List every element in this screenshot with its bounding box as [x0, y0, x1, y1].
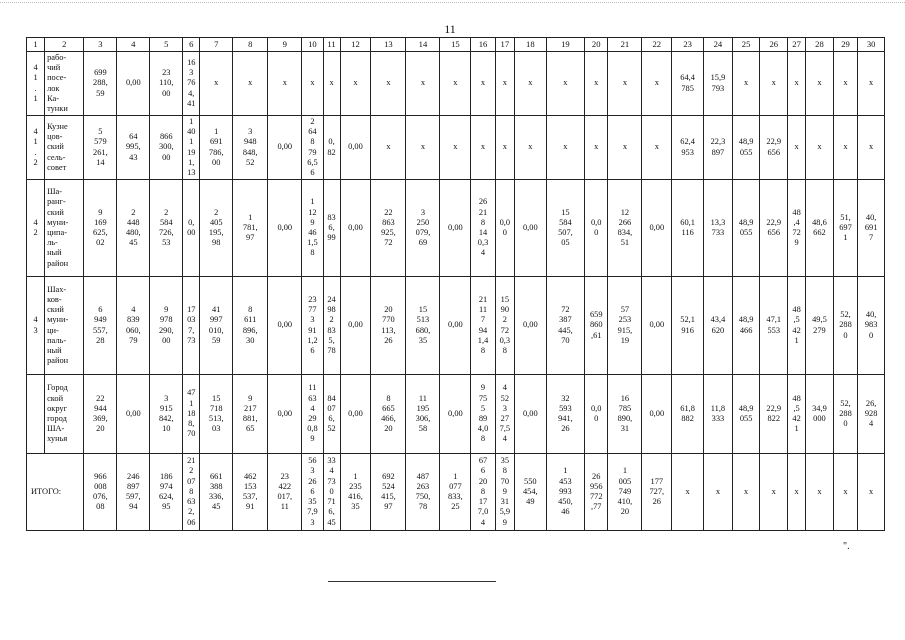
table-cell: 48,6 662 — [806, 180, 834, 277]
table-cell: 4 52 3 27 7,5 4 — [495, 375, 514, 454]
column-number: 29 — [833, 38, 857, 52]
total-cell: 186 974 624, 95 — [150, 454, 183, 531]
table-cell: 72 387 445, 70 — [546, 277, 584, 375]
table-cell: 13,3 733 — [704, 180, 733, 277]
table-cell: x — [302, 52, 323, 116]
table-cell: 1 781, 97 — [233, 180, 268, 277]
table-cell: 4 839 060, 79 — [117, 277, 150, 375]
table-cell: 2 584 726, 53 — [150, 180, 183, 277]
table-cell: 8 665 466, 20 — [371, 375, 406, 454]
table-cell: 11 63 4 29 0,8 9 — [302, 375, 323, 454]
table-cell: 16 3 76 4, 41 — [183, 52, 200, 116]
table-cell: 52, 288 0 — [833, 277, 857, 375]
territory-name: Город ской округ город ША- хунья — [45, 375, 84, 454]
table-cell: x — [732, 52, 760, 116]
column-number: 14 — [406, 38, 440, 52]
table-cell: x — [608, 116, 642, 180]
table-cell: 9 217 881, 65 — [233, 375, 268, 454]
table-cell: x — [788, 116, 806, 180]
table-cell: x — [788, 52, 806, 116]
column-number: 2 — [45, 38, 84, 52]
table-cell: 21 11 7 94 1,4 8 — [471, 277, 495, 375]
column-number: 30 — [858, 38, 885, 52]
table-cell: x — [546, 52, 584, 116]
table-cell: 40, 983 0 — [858, 277, 885, 375]
total-cell: x — [732, 454, 760, 531]
table-cell: 0,00 — [268, 375, 302, 454]
row-number: 4 2 — [27, 180, 45, 277]
total-cell: x — [760, 454, 788, 531]
table-cell: 0,0 0 — [585, 375, 608, 454]
table-cell: 48 ,5 42 1 — [788, 375, 806, 454]
table-cell: 15 718 513, 03 — [200, 375, 233, 454]
closing-quote: ". — [843, 541, 850, 552]
table-cell: 9 169 625, 02 — [84, 180, 117, 277]
total-cell: 23 422 017, 11 — [268, 454, 302, 531]
table-cell: 48,9 055 — [732, 375, 760, 454]
column-number: 9 — [268, 38, 302, 52]
table-cell: 0,00 — [514, 180, 546, 277]
table-cell: 0,00 — [440, 375, 471, 454]
column-number: 5 — [150, 38, 183, 52]
table-cell: 52,1 916 — [672, 277, 704, 375]
table-cell: 11,8 333 — [704, 375, 733, 454]
table-row — [27, 116, 885, 180]
scan-edge — [0, 2, 905, 7]
table-cell: 0,00 — [268, 180, 302, 277]
table-cell: 22,3 897 — [704, 116, 733, 180]
table-cell: 16 785 890, 31 — [608, 375, 642, 454]
table-cell: x — [406, 52, 440, 116]
table-cell: 51, 697 1 — [833, 180, 857, 277]
row-number: 4 3 — [27, 277, 45, 375]
column-number: 22 — [642, 38, 672, 52]
table-cell: x — [858, 116, 885, 180]
table-cell: 22 863 925, 72 — [371, 180, 406, 277]
table-cell: 8 611 896, 30 — [233, 277, 268, 375]
table-cell: 15 90 2 72 0,3 8 — [495, 277, 514, 375]
total-cell: 1 077 833, 25 — [440, 454, 471, 531]
total-cell: 550 454, 49 — [514, 454, 546, 531]
column-number: 17 — [495, 38, 514, 52]
table-cell: 15 584 507, 05 — [546, 180, 584, 277]
table-cell: 48,9 055 — [732, 116, 760, 180]
table-cell: 34,9 000 — [806, 375, 834, 454]
column-number: 25 — [732, 38, 760, 52]
table-cell: 0,00 — [440, 277, 471, 375]
column-number: 10 — [302, 38, 323, 52]
table-cell: 47,1 553 — [760, 277, 788, 375]
table-cell: x — [608, 52, 642, 116]
table-cell: 15 513 680, 35 — [406, 277, 440, 375]
table-cell: 15,9 793 — [704, 52, 733, 116]
row-number: 4 1 . 2 — [27, 116, 45, 180]
column-number: 28 — [806, 38, 834, 52]
table-cell: x — [440, 116, 471, 180]
table-cell: 2 448 480, 45 — [117, 180, 150, 277]
table-cell: 0, 00 — [183, 180, 200, 277]
table-cell: 1 40 1 19 1, 13 — [183, 116, 200, 180]
table-cell: x — [471, 52, 495, 116]
table-cell: 48,9 466 — [732, 277, 760, 375]
table-cell: x — [495, 52, 514, 116]
table-cell: 0,00 — [440, 180, 471, 277]
table-cell: 0,00 — [340, 375, 371, 454]
table-cell: 0,00 — [514, 277, 546, 375]
table-cell: x — [268, 52, 302, 116]
table-cell: 48,9 055 — [732, 180, 760, 277]
table-cell: 0,00 — [117, 52, 150, 116]
table-cell: 3 250 079, 69 — [406, 180, 440, 277]
header-row — [27, 38, 885, 52]
table-cell: x — [514, 52, 546, 116]
table-cell: x — [440, 52, 471, 116]
table-row — [27, 277, 885, 375]
total-cell: 67 6 20 8 17 7,0 4 — [471, 454, 495, 531]
table-cell: 40, 691 7 — [858, 180, 885, 277]
table-cell: 0, 82 — [323, 116, 340, 180]
table-row — [27, 52, 885, 116]
territory-name: Шах- ков- ский муни- ци- паль- ный район — [45, 277, 84, 375]
table-cell: 22 944 369, 20 — [84, 375, 117, 454]
table-cell: x — [323, 52, 340, 116]
table-cell: 0,0 0 — [585, 180, 608, 277]
total-cell: x — [833, 454, 857, 531]
column-number: 6 — [183, 38, 200, 52]
total-cell: 35 8 70 9 31 5,9 9 — [495, 454, 514, 531]
table-cell: 1 691 786, 00 — [200, 116, 233, 180]
column-number: 24 — [704, 38, 733, 52]
table-cell: 22,9 656 — [760, 180, 788, 277]
table-cell: 52, 288 0 — [833, 375, 857, 454]
table-cell: 23 110, 00 — [150, 52, 183, 116]
table-cell: 0,00 — [117, 375, 150, 454]
table-cell: 659 860 ,61 — [585, 277, 608, 375]
table-cell: 43,4 620 — [704, 277, 733, 375]
column-number: 3 — [84, 38, 117, 52]
table-cell: 0,00 — [642, 375, 672, 454]
total-row — [27, 454, 885, 531]
total-cell: x — [672, 454, 704, 531]
table-cell: 12 266 834, 51 — [608, 180, 642, 277]
table-cell: x — [495, 116, 514, 180]
row-number — [27, 375, 45, 454]
column-number: 12 — [340, 38, 371, 52]
table-cell: x — [833, 116, 857, 180]
table-cell: 26 21 8 14 0,3 4 — [471, 180, 495, 277]
table-cell: 48 ,4 72 9 — [788, 180, 806, 277]
total-cell: x — [788, 454, 806, 531]
table-cell: 0,00 — [268, 116, 302, 180]
column-number: 20 — [585, 38, 608, 52]
table-cell: 9 978 290, 00 — [150, 277, 183, 375]
column-number: 16 — [471, 38, 495, 52]
footer-rule — [328, 581, 496, 582]
table-cell: 3 915 842, 10 — [150, 375, 183, 454]
table-row — [27, 375, 885, 454]
table-cell: x — [371, 52, 406, 116]
column-number: 15 — [440, 38, 471, 52]
table-cell: 2 64 8 79 6,5 6 — [302, 116, 323, 180]
table-cell: x — [642, 52, 672, 116]
column-number: 26 — [760, 38, 788, 52]
column-number: 27 — [788, 38, 806, 52]
table-cell: x — [471, 116, 495, 180]
table-cell: 20 770 113, 26 — [371, 277, 406, 375]
table-cell: 26, 928 4 — [858, 375, 885, 454]
table-cell: 866 300, 00 — [150, 116, 183, 180]
total-cell: 1 453 993 450, 46 — [546, 454, 584, 531]
table-cell: 49,5 279 — [806, 277, 834, 375]
table-cell: 2 405 195, 98 — [200, 180, 233, 277]
table-cell: x — [833, 52, 857, 116]
total-cell: 661 388 336, 45 — [200, 454, 233, 531]
total-cell: 21 2 07 8 63 2, 06 — [183, 454, 200, 531]
total-cell: 26 956 772 ,77 — [585, 454, 608, 531]
table-cell: 64 995, 43 — [117, 116, 150, 180]
total-cell: 177 727, 26 — [642, 454, 672, 531]
table-cell: x — [585, 116, 608, 180]
table-cell: 24 98 2 83 5, 78 — [323, 277, 340, 375]
total-cell: 692 524 415, 97 — [371, 454, 406, 531]
table-cell: 0,00 — [642, 180, 672, 277]
column-number: 19 — [546, 38, 584, 52]
table-cell: x — [806, 116, 834, 180]
table-cell: 60,1 116 — [672, 180, 704, 277]
total-cell: x — [806, 454, 834, 531]
table-cell: 17 03 7, 73 — [183, 277, 200, 375]
total-cell: 487 263 750, 78 — [406, 454, 440, 531]
page-number: 11 — [444, 22, 456, 36]
table-cell: 3 948 848, 52 — [233, 116, 268, 180]
column-number: 18 — [514, 38, 546, 52]
table-cell: 57 253 915, 19 — [608, 277, 642, 375]
table-cell: 11 195 306, 58 — [406, 375, 440, 454]
table-cell: 61,8 882 — [672, 375, 704, 454]
table-cell: 47 1 18 8, 70 — [183, 375, 200, 454]
table-cell: 699 288, 59 — [84, 52, 117, 116]
table-cell: 0,00 — [268, 277, 302, 375]
table-cell: 0,00 — [340, 277, 371, 375]
table-cell: x — [546, 116, 584, 180]
total-cell: 56 3 26 6 35 7,9 3 — [302, 454, 323, 531]
table-cell: 5 579 261, 14 — [84, 116, 117, 180]
table-cell: 62,4 953 — [672, 116, 704, 180]
total-cell: x — [704, 454, 733, 531]
table-cell: 23 77 3 91 1,2 6 — [302, 277, 323, 375]
table-cell: 0,00 — [340, 116, 371, 180]
table-cell: 0,00 — [642, 277, 672, 375]
table-cell: 22,9 656 — [760, 116, 788, 180]
column-number: 23 — [672, 38, 704, 52]
table-cell: 22,9 822 — [760, 375, 788, 454]
table-cell: x — [514, 116, 546, 180]
table-cell: x — [406, 116, 440, 180]
table-cell: x — [806, 52, 834, 116]
total-cell: 1 005 749 410, 20 — [608, 454, 642, 531]
table-cell: x — [233, 52, 268, 116]
table-cell: 41 997 010, 59 — [200, 277, 233, 375]
table-cell: 0,00 — [340, 180, 371, 277]
data-table — [26, 37, 885, 531]
table-cell: 64,4 785 — [672, 52, 704, 116]
column-number: 7 — [200, 38, 233, 52]
total-cell: 1 235 416, 35 — [340, 454, 371, 531]
column-number: 1 — [27, 38, 45, 52]
column-number: 11 — [323, 38, 340, 52]
table-cell: 32 593 941, 26 — [546, 375, 584, 454]
table-cell: 0,00 — [514, 375, 546, 454]
table-cell: x — [858, 52, 885, 116]
territory-name: Ша- ранг- ский муни- ципа- ль- ный район — [45, 180, 84, 277]
total-cell: 246 897 597, 94 — [117, 454, 150, 531]
column-number: 4 — [117, 38, 150, 52]
table-cell: 9 75 5 89 4,0 8 — [471, 375, 495, 454]
total-cell: 33 4 73 0 71 6, 45 — [323, 454, 340, 531]
table-cell: 48 ,5 42 1 — [788, 277, 806, 375]
table-cell: x — [340, 52, 371, 116]
territory-name: Кузне цов- ский сель- совет — [45, 116, 84, 180]
table-cell: x — [371, 116, 406, 180]
row-number: 4 1 . 1 — [27, 52, 45, 116]
table-cell: 6 949 557, 28 — [84, 277, 117, 375]
total-cell: 462 153 537, 91 — [233, 454, 268, 531]
total-cell: x — [858, 454, 885, 531]
table-cell: x — [760, 52, 788, 116]
column-number: 8 — [233, 38, 268, 52]
column-number: 13 — [371, 38, 406, 52]
table-cell: 83 6, 99 — [323, 180, 340, 277]
territory-name: рабо- чий посе- лок Ка- тунки — [45, 52, 84, 116]
column-number: 21 — [608, 38, 642, 52]
table-cell: x — [642, 116, 672, 180]
table-cell: 1 12 9 46 1,5 8 — [302, 180, 323, 277]
table-cell: x — [200, 52, 233, 116]
table-cell: 0,0 0 — [495, 180, 514, 277]
total-label: ИТОГО: — [27, 454, 84, 531]
table-cell: 84 07 6, 52 — [323, 375, 340, 454]
table-cell: x — [585, 52, 608, 116]
table-row — [27, 180, 885, 277]
total-cell: 966 008 076, 08 — [84, 454, 117, 531]
